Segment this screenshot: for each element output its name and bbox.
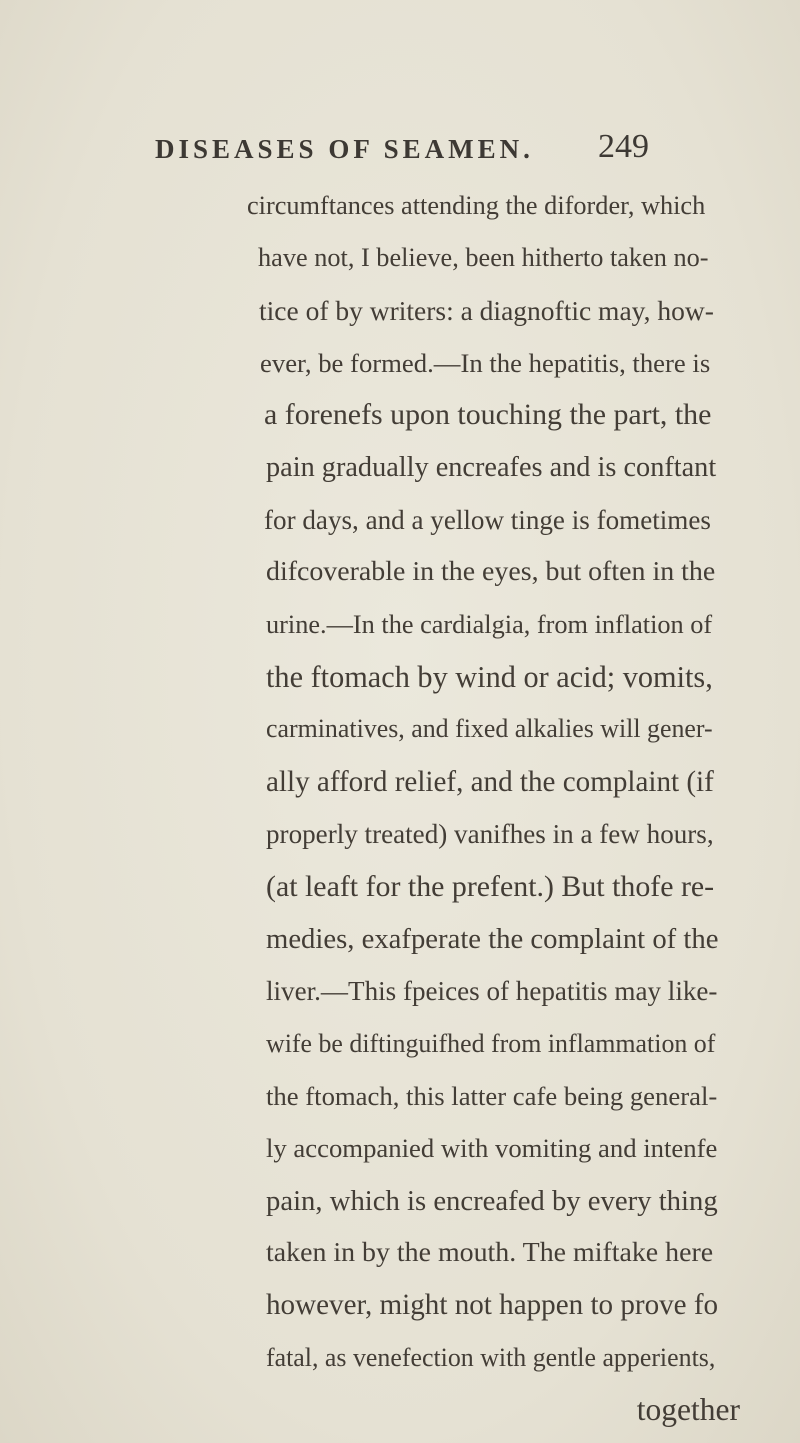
text-line: medies, exafperate the complaint of the [266, 922, 719, 955]
text-line: carminatives, and fixed alkalies will gener- [266, 714, 713, 744]
text-line: ly accompanied with vomiting and intenfe [266, 1133, 718, 1164]
text-line: have not, I believe, been hitherto taken no- [258, 243, 709, 273]
text-line: properly treated) vanifhes in a few hours, [266, 819, 714, 850]
text-line: ally afford relief, and the complaint (if [266, 765, 714, 798]
catchword: together [636, 1392, 740, 1427]
text-line: the ftomach, this latter cafe being general- [266, 1080, 718, 1111]
text-line: for days, and a yellow tinge is fometimes [264, 505, 711, 536]
text-line: urine.—In the cardialgia, from inflation of [266, 609, 713, 639]
text-line: a forenefs upon touching the part, the [264, 398, 712, 432]
text-line: (at leaft for the prefent.) But thofe re- [266, 869, 715, 903]
text-line: however, might not happen to prove fo [266, 1289, 719, 1322]
text-line: difcoverable in the eyes, but often in the [266, 556, 716, 588]
running-title: DISEASES OF SEAMEN. [155, 134, 534, 164]
text-line: pain, which is encreafed by every thing [266, 1184, 718, 1217]
text-line: fatal, as venefection with gentle apperients, [266, 1342, 716, 1372]
page-header [155, 128, 655, 176]
text-line: circumftances attending the diforder, which [247, 191, 706, 220]
page-number: 249 [598, 128, 649, 165]
text-line: pain gradually encreafes and is conftant [266, 451, 717, 483]
text-line: tice of by writers: a diagnoftic may, how- [259, 294, 714, 326]
text-line: wife be diftinguifhed from inflammation of [266, 1028, 716, 1058]
text-line: taken in by the mouth. The miftake here [266, 1236, 714, 1268]
text-line: ever, be formed.—In the hepatitis, there is [260, 348, 711, 379]
text-line: the ftomach by wind or acid; vomits, [266, 660, 713, 695]
text-line: liver.—This fpeices of hepatitis may like- [266, 976, 718, 1007]
